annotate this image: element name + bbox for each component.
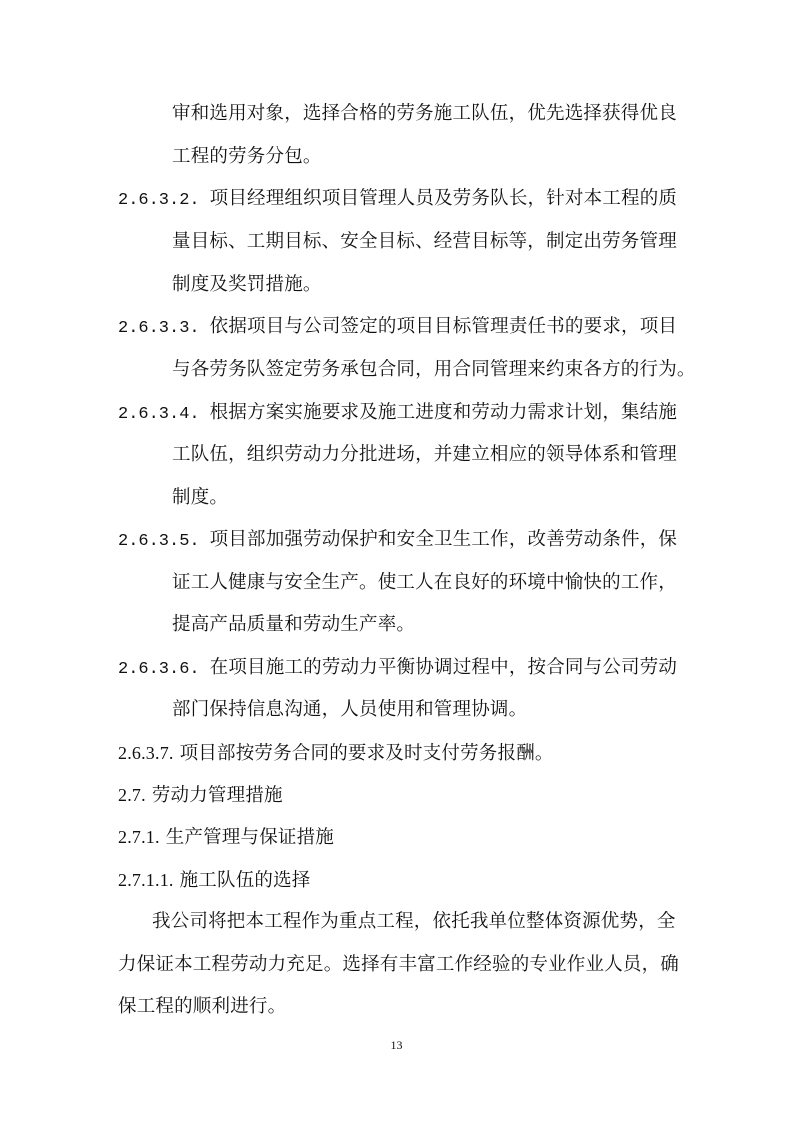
paragraph-line <box>172 442 677 468</box>
line-text: 我公司将把本工程作为重点工程，依托我单位整体资源优势，全 <box>152 911 676 932</box>
line-text: 工程的劳务分包。 <box>172 146 322 167</box>
paragraph-line <box>172 485 228 511</box>
line-text: 根据方案实施要求及施工进度和劳动力需求计划，集结施 <box>209 402 678 423</box>
body-paragraph-line <box>118 994 286 1020</box>
line-text: 与各劳务队签定劳务承包合同，用合同管理来约束各方的行为。 <box>172 359 696 380</box>
section-title: 生产管理与保证措施 <box>165 827 335 848</box>
paragraph-line <box>172 272 322 298</box>
paragraph-line <box>172 144 322 170</box>
section-heading-2-7-1 <box>118 824 334 851</box>
body-paragraph-line <box>118 952 679 978</box>
section-number: 2.7.1. <box>118 827 160 847</box>
section-heading-2-7-1-1 <box>118 867 311 894</box>
line-text: 保工程的顺利进行。 <box>118 996 287 1017</box>
item-number: 2.6.3.2. <box>118 191 200 210</box>
body-paragraph-line <box>152 909 676 935</box>
item-number: 2.6.3.5. <box>118 532 200 551</box>
line-text: 部门保持信息沟通，人员使用和管理协调。 <box>172 699 528 720</box>
line-text: 项目部加强劳动保护和安全卫生工作，改善劳动条件，保 <box>209 529 678 550</box>
line-text: 提高产品质量和劳动生产率。 <box>172 614 416 635</box>
paragraph-line <box>172 229 677 255</box>
list-item-2-6-3-5 <box>118 527 677 555</box>
line-text: 依据项目与公司签定的项目目标管理责任书的要求，项目 <box>209 316 678 337</box>
item-number: 2.6.3.3. <box>118 319 200 338</box>
list-item-2-6-3-2 <box>118 186 677 214</box>
page-number: 13 <box>390 1038 403 1052</box>
line-text: 在项目施工的劳动力平衡协调过程中，按合同与公司劳动 <box>209 657 678 678</box>
list-item-2-6-3-6 <box>118 655 677 683</box>
item-number: 2.6.3.6. <box>118 660 200 679</box>
line-text: 力保证本工程劳动力充足。选择有丰富工作经验的专业作业人员，确 <box>118 954 680 975</box>
paragraph-line <box>172 697 527 723</box>
list-item-2-6-3-3 <box>118 314 677 342</box>
paragraph-line <box>172 612 415 638</box>
line-text: 项目部按劳务合同的要求及时支付劳务报酬。 <box>179 743 554 764</box>
item-number: 2.6.3.4. <box>118 405 200 424</box>
list-item-2-6-3-7 <box>118 740 554 767</box>
line-text: 制度。 <box>172 487 229 508</box>
paragraph-line <box>172 357 696 383</box>
section-number: 2.7. <box>118 785 146 805</box>
line-text: 量目标、工期目标、安全目标、经营目标等，制定出劳务管理 <box>172 231 677 252</box>
line-text: 审和选用对象，选择合格的劳务施工队伍，优先选择获得优良 <box>172 103 677 124</box>
section-title: 施工队伍的选择 <box>179 870 311 891</box>
section-number: 2.7.1.1. <box>118 870 174 890</box>
line-text: 证工人健康与安全生产。使工人在良好的环境中愉快的工作， <box>172 572 677 593</box>
line-text: 工队伍，组织劳动力分批进场，并建立相应的领导体系和管理 <box>172 444 677 465</box>
list-item-2-6-3-4 <box>118 400 677 428</box>
section-title: 劳动力管理措施 <box>151 785 283 806</box>
item-number: 2.6.3.7. <box>118 743 174 763</box>
line-text: 制度及奖罚措施。 <box>172 274 322 295</box>
line-text: 项目经理组织项目管理人员及劳务队长，针对本工程的质 <box>209 188 678 209</box>
paragraph-line <box>172 101 677 127</box>
section-heading-2-7 <box>118 782 283 809</box>
paragraph-line <box>172 570 677 596</box>
